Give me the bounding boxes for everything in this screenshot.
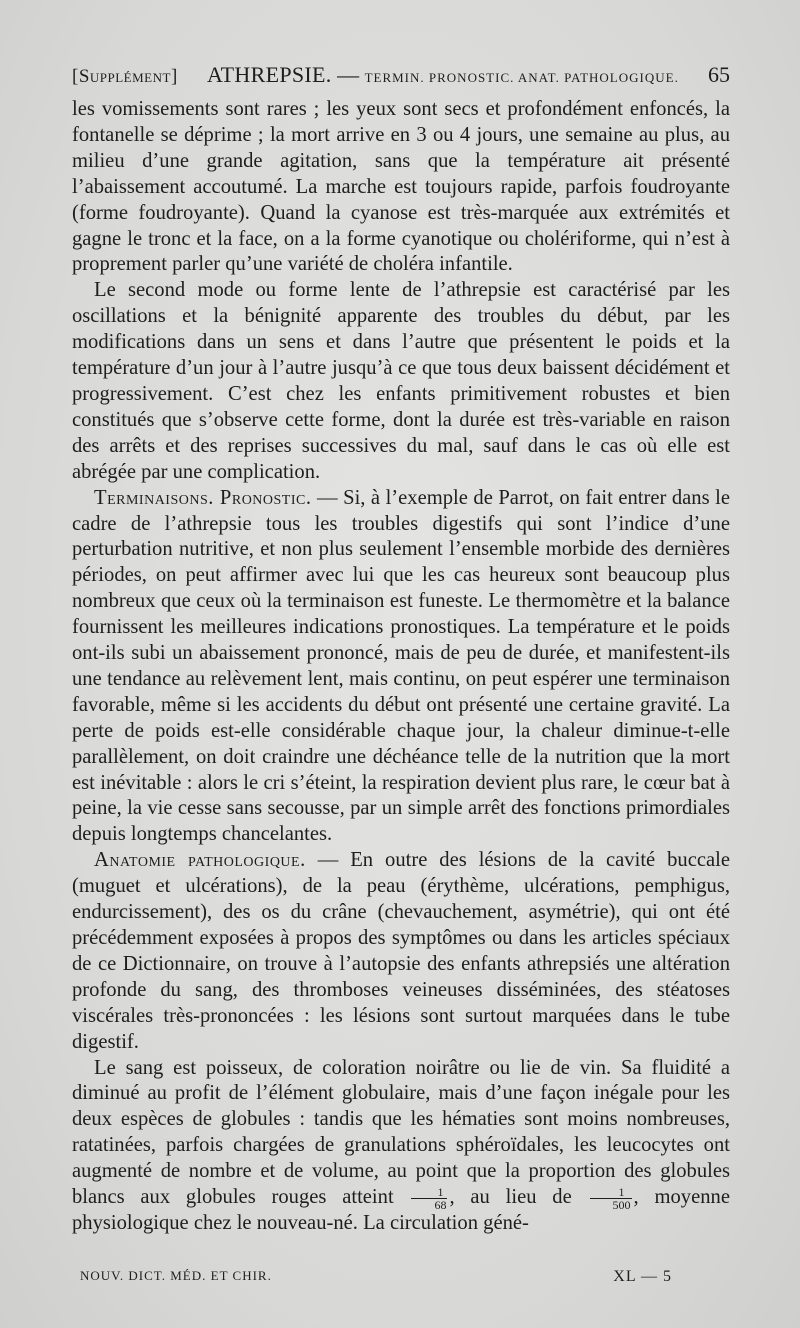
- title-dash: —: [337, 62, 360, 87]
- page-number: 65: [707, 62, 730, 87]
- fraction-one-68: [411, 1186, 447, 1211]
- running-title-group: [207, 60, 679, 93]
- fraction-denominator: 500: [612, 1198, 631, 1213]
- terminaisons-text: — Si, à l’exemple de Parrot, on fait entrer dans le cadre de l’athrepsie tous les troubles digestifs qui sont l’indice d’une perturbation nutritive, et non plus seulement l’ensemble morbide des dernières périodes, on peut affirmer avec lui que les cas heureux sont beaucoup plus nombreux que ceux où la terminaison est funeste. Le thermomètre et la balance fournissent les meilleures indications pronostiques. La température et le poids ont-ils subi un abaissement prononcé, mais de peu de durée, et manifestent-ils une tendance au relèvement lent, mais continu, on peut espérer une terminaison favorable, même si les accidents du début ont présenté une certaine gravité. La perte de poids est-elle considérable chaque jour, la chaleur diminue-t-elle parallèlement, on doit craindre une déchéance telle de la nutrition que la mort est inévitable : alors le cri s’éteint, la respiration devient plus rare, le cœur bat à peine, la vie cesse sans secousse, par un simple arrêt des fonctions primordiales depuis longtemps chancelantes.: [72, 486, 730, 846]
- paragraph-terminaisons: [72, 486, 730, 849]
- footer-signature: XL — 5: [613, 1268, 672, 1285]
- fraction-denominator: 68: [434, 1198, 447, 1213]
- supplement-label: [Supplément]: [72, 66, 178, 87]
- section-heading-anatomie: Anatomie pathologique.: [94, 849, 306, 872]
- anatomie-text: — En outre des lésions de la cavité buccale (muguet et ulcérations), de la peau (érythème, ulcérations, pemphigus, endurcissement), des os du crâne (chevauchement, asymétrie), qui ont été précédemment exposées à propos des symptômes ou dans les articles spéciaux de ce Dictionnaire, on trouve à l’autopsie des enfants athrepsiés une altération profonde du sang, des thromboses veineuses disséminées, des stéatoses viscérales très-prononcées : les lésions sont surtout marquées dans le tube digestif.: [72, 849, 730, 1053]
- paragraph-forme-lente: Le second mode ou forme lente de l’athrepsie est caractérisé par les oscillations et la bénignité apparente des troubles du début, par les modifications dans un sens et dans l’autre que présentent le poids et la température d’un jour à l’autre jusqu’à ce que tous deux baissent décidément et progressivement. C’est chez les enfants primitivement robustes et bien constitués que s’observe cette forme, dont la durée est très-variable en raison des arrêts et des reprises successives du mal, sauf dans le cas où elle est abrégée par une complication.: [72, 279, 730, 483]
- book-page: [72, 60, 730, 1237]
- page-footer: [80, 1268, 720, 1286]
- article-title: ATHREPSIE.: [206, 62, 332, 87]
- fraction-one-500: [590, 1186, 632, 1211]
- running-head: [72, 60, 730, 93]
- body-text: [72, 97, 730, 1237]
- paragraph-vomissements: les vomissements sont rares ; les yeux sont secs et profondément enfoncés, la fontanelle se déprime ; la mort arrive en 3 ou 4 jours, une semaine au plus, au milieu d’une grande agitation, sans que la température ait présenté l’abaissement accoutumé. La marche est toujours rapide, parfois foudroyante (forme foudroyante). Quand la cyanose est très-marquée aux extrémités et gagne le tronc et la face, on a la forme cyanotique ou cholériforme, qui n’est à proprement parler qu’une variété de choléra infantile.: [72, 98, 730, 276]
- sang-text-middle: , au lieu de: [449, 1186, 572, 1209]
- sang-text-before: Le sang est poisseux, de coloration noirâtre ou lie de vin. Sa fluidité a diminué au profit de l’élément globulaire, mais d’une façon inégale pour les deux espèces de globules : tandis que les hématies sont moins nombreuses, ratatinées, parfois chargées de granulations sphéroïdales, les leucocytes ont augmenté de nombre et de volume, au point que la proportion des globules blancs aux globules rouges atteint: [72, 1056, 730, 1209]
- paragraph-anatomie: [72, 848, 730, 1055]
- paragraph-sang: [72, 1056, 730, 1237]
- footer-publication: NOUV. DICT. MÉD. ET CHIR.: [80, 1268, 272, 1283]
- running-subtitle: TERMIN. PRONOSTIC. ANAT. PATHOLOGIQUE.: [364, 70, 679, 85]
- section-heading-terminaisons: Terminaisons. Pronostic.: [94, 486, 312, 509]
- sang-text-after: , moyenne physiologique chez le nouveau-né. La circulation géné-: [72, 1186, 730, 1235]
- fraction-numerator: 1: [411, 1186, 447, 1199]
- fraction-numerator: 1: [590, 1186, 632, 1199]
